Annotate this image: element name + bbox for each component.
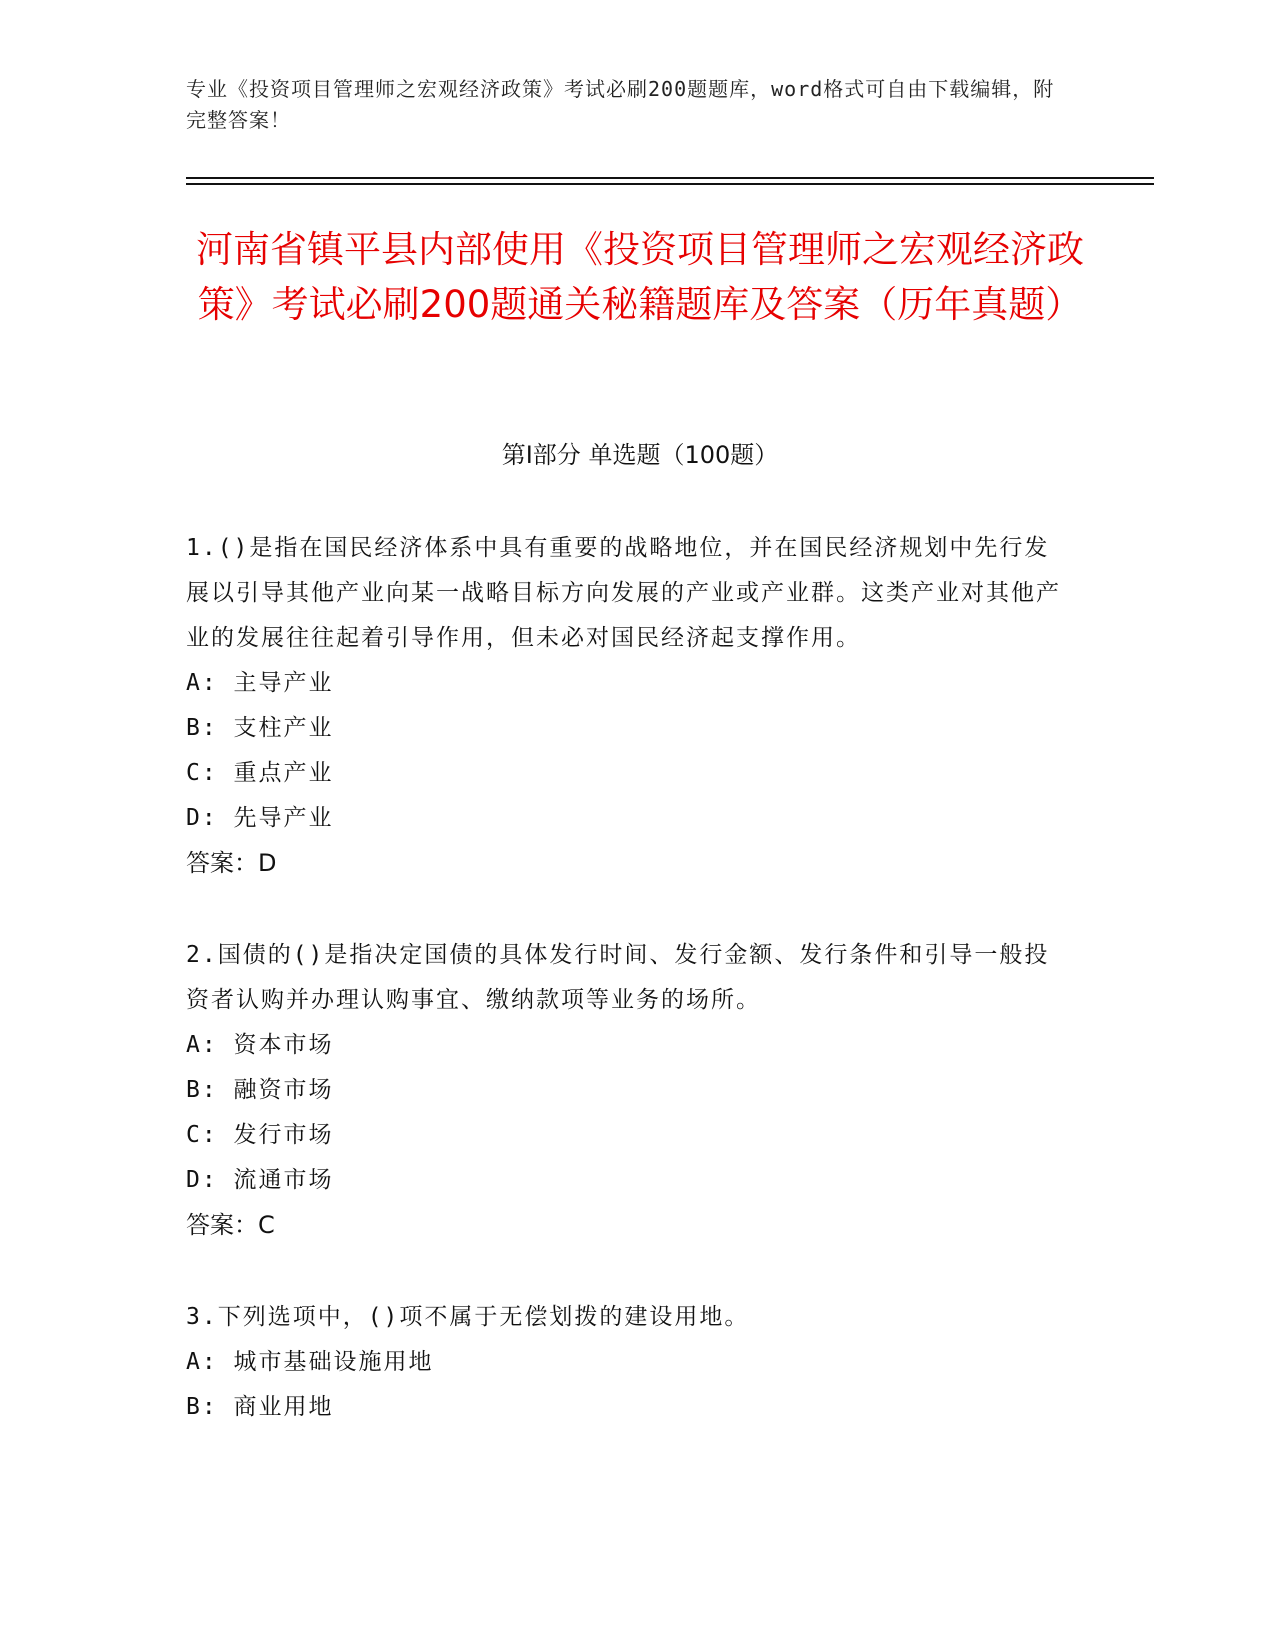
question-3	[186, 1295, 1066, 1430]
question-text: 2.国债的()是指决定国债的具体发行时间、发行金额、发行条件和引导一般投资者认购并办理认购事宜、缴纳款项等业务的场所。	[186, 942, 1050, 1013]
option-b: B: 融资市场	[186, 1077, 334, 1103]
header-divider-top	[186, 177, 1154, 179]
option-c: C: 重点产业	[186, 760, 334, 786]
option-b: B: 支柱产业	[186, 715, 334, 741]
answer-label: 答案：C	[186, 1211, 275, 1239]
option-d: D: 流通市场	[186, 1167, 334, 1193]
option-a: A: 城市基础设施用地	[186, 1349, 434, 1375]
header-divider-bottom	[186, 183, 1154, 185]
question-text: 3.下列选项中，()项不属于无偿划拨的建设用地。	[186, 1304, 750, 1330]
option-a: A: 主导产业	[186, 670, 334, 696]
option-b: B: 商业用地	[186, 1394, 334, 1420]
question-list	[186, 526, 1066, 1477]
question-1	[186, 526, 1066, 886]
question-text: 1.()是指在国民经济体系中具有重要的战略地位，并在国民经济规划中先行发展以引导其他产业向某一战略目标方向发展的产业或产业群。这类产业对其他产业的发展往往起着引导作用，但未必对国民经济起支撑作用。	[186, 535, 1061, 651]
section-heading: 第Ⅰ部分 单选题（100题）	[501, 441, 779, 469]
answer-label: 答案：D	[186, 849, 277, 877]
option-a: A: 资本市场	[186, 1032, 334, 1058]
option-d: D: 先导产业	[186, 805, 334, 831]
question-2	[186, 933, 1066, 1248]
document-title: 河南省镇平县内部使用《投资项目管理师之宏观经济政策》考试必刷200题通关秘籍题库及答案（历年真题）	[196, 228, 1084, 326]
option-c: C: 发行市场	[186, 1122, 334, 1148]
header-note: 专业《投资项目管理师之宏观经济政策》考试必刷200题题库，word格式可自由下载编辑，附完整答案！	[186, 77, 1055, 132]
